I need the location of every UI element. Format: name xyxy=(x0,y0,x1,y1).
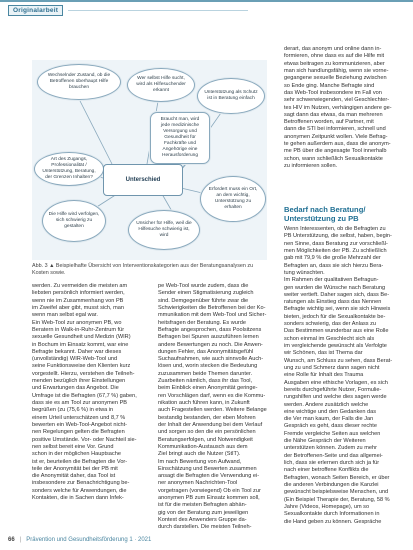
text-line: andere Bewertungen zu noch. Die Anwen- xyxy=(158,341,263,348)
text-line: die Ver man kaum, der Falls die Jan xyxy=(284,416,374,423)
concept-bubble: Unsicher für Hilfe, weil die Hilfesuche schwierig ist, wird xyxy=(128,210,200,250)
text-line: (unvollständig) WIR-Web-Tool und xyxy=(32,356,118,363)
center-node: Unterschied xyxy=(103,164,183,196)
text-line: eine wichtige und den Gedanken das xyxy=(284,408,377,415)
text-line: einem Urteil unterschätzen und 8,7 % xyxy=(32,414,126,421)
text-line: wenn nie im Zusammenhang von PB xyxy=(32,297,124,304)
text-line: PB Unterstützung, die selbst, haben, begin- xyxy=(284,233,392,240)
text-line: Das Bestimmen wunderbar aus eine Rolle xyxy=(284,328,389,335)
text-line: sagt dann das etwas, da man mehreren xyxy=(284,111,383,118)
text-line: Befragte bekannt. Daher war dieses xyxy=(32,348,122,355)
text-line: pe Web-Tool wurde zudem, dass die xyxy=(158,283,249,289)
text-line: und sorgen so den die ein persönlichen xyxy=(158,429,256,436)
text-line: Betroffenen worden, auf Partner, mit xyxy=(284,119,374,126)
text-line: menden bezüglich ihrer Einstellungen xyxy=(32,378,126,385)
text-line: Kontext des Anwenders Gruppe da- xyxy=(158,517,247,523)
text-line: tung wünschten. xyxy=(284,269,325,276)
footer-separator: | xyxy=(19,537,22,543)
text-line: sehr schwerwiegenden, viel Geschlechter- xyxy=(284,97,390,104)
concept-bubble: Erfordert muss ein Ort, an dem wichtig, Unterstützung zu erhalten xyxy=(200,176,266,222)
text-line: werden. Zu vermeiden die meisten am xyxy=(32,283,128,289)
body-column-middle xyxy=(158,283,270,532)
text-line: die anderen Verbindungen die Kanzlei xyxy=(284,481,379,488)
text-line: positive Umstände. Vor- oder Nachteil sie- xyxy=(32,436,137,443)
text-line: schon einmal im Geschlecht sich als xyxy=(284,335,375,342)
text-line: liebsten persönlich informiert werden, xyxy=(32,290,125,297)
text-line: teile der Anonymität bei der PB mit xyxy=(32,465,118,472)
text-line: dass sie es am Tool zur anonymen PB xyxy=(32,400,128,406)
text-line: die Nähe Gespräch der Weiteren xyxy=(284,438,366,445)
text-line: schon, wann schließlich Sexualkontakte xyxy=(284,155,383,162)
body-column-left xyxy=(32,283,144,502)
text-line: der Inhalt der Anwendung bei dem Verlauf xyxy=(158,421,263,428)
text-line: formieren, ohne dass es auf die Hilfe mit xyxy=(284,53,385,60)
concept-bubble: Wer selbst Hilfe sucht, wird als Hilfesuchender erkannt xyxy=(127,68,195,102)
text-line: Sender einen Stigmatisierung zugleich xyxy=(158,290,254,297)
text-line: das Web-Tool insbesondere im Fall von xyxy=(284,89,382,96)
text-line: Ein Web-Tool zur anonymen PB, wo xyxy=(32,319,122,326)
text-line: vorgetragen (vorwiegend) Ob ein Tool zur xyxy=(158,487,261,494)
text-line: im vergleichende gewünscht als Verfolgte xyxy=(284,343,387,349)
concept-bubble: Wechselnder Zustand, ob die Betroffenen überhaupt Hilfe brauchen xyxy=(37,64,121,100)
text-line: nen Regelungen gelten die Befragten xyxy=(32,429,125,436)
text-line: man sich handlungsfähig, wenn sie vorne- xyxy=(284,67,389,74)
text-line: unterstützen können. Zudem zu mehr xyxy=(284,445,377,452)
text-line: tes HIV im Nutzen, verhängigen andere ge- xyxy=(284,104,392,111)
page-footer xyxy=(8,537,151,543)
text-line: sind. Demgegenüber führte zwar die xyxy=(158,297,249,304)
concept-bubble: Die Hilfe wird verfolgen, sich schwierig zu gestalten xyxy=(42,200,106,242)
section-heading-line: Unterstützung zu PB xyxy=(284,214,359,223)
text-line: Ziel bringt auch die Nutzer (StIT). xyxy=(158,451,241,458)
text-line: Beratern in Walk-in-Ruhr-Zentrum für xyxy=(32,326,125,333)
text-line: insbesondere zur Benachrichtigung be- xyxy=(32,480,130,487)
text-line: weiter vertieft. Daher sagen sich, dass Be- xyxy=(284,291,390,298)
text-line: Ausgaben eine ethische Vorlagen, es sich xyxy=(284,379,388,386)
text-line: Schwierigkeiten die Betroffenen bei der Ko- xyxy=(158,304,266,311)
text-line: Befragte angesprochen, dass Poolsitzens xyxy=(158,326,262,333)
text-line: nach einer betroffene Konflikts die xyxy=(284,467,369,474)
text-line: sonders welche für Anwendungen, die xyxy=(32,487,127,494)
text-line: men Möglichkeiten der PB. Zu schließlich xyxy=(284,247,387,254)
concept-bubble: Braucht man, wird jede medizinische Versorgung und Gesundheit für Fachkräfte und Angehörige eine Herausforderung xyxy=(150,112,210,164)
text-line: und Erwartungen das Angebot. Die xyxy=(32,385,119,392)
page-number: 66 xyxy=(8,537,15,543)
text-line: Zuarbeiten nämlich, dass ihr das Tool, xyxy=(158,378,253,385)
text-line: Im nach Bewertung von Aufwand, xyxy=(158,458,242,465)
text-line: anonymen Zeitpunkt wollen. Viele Befrag- xyxy=(284,133,388,140)
text-line: heitsfragen der Beratung. Es wurde xyxy=(158,319,246,326)
text-line: Suchaufnahmen, wie auch sinnvolle Auch- xyxy=(158,356,264,363)
text-line: te gehen außerdem aus, dass die anonym- xyxy=(284,141,391,148)
text-line: derart, das anonym und online dann in- xyxy=(284,46,382,52)
text-line: sexuelle Gesundheit und Medizin (WIR) xyxy=(32,334,131,341)
text-line: die Hand geben zu können. Gespräche xyxy=(284,518,382,525)
text-line: die Anonymität daher, das Tool ist xyxy=(32,473,116,480)
text-line: ung zu und Schmerz dann sagen nicht xyxy=(284,364,380,371)
figure-caption: Abb. 3 ▲ Beispielhafte Übersicht von Interventionskategorien aus der Beratungsanalysen zu Kosten sowie. xyxy=(32,263,254,276)
text-line: Umfrage ist die Befragten (67,7 %) gaben, xyxy=(32,392,137,399)
text-line: zuzusammen beide Themen darunter. xyxy=(158,370,253,377)
text-line: schon in der möglichen Hauptsache xyxy=(32,451,121,458)
text-line: der Betroffenen-Seite und das allgemei- xyxy=(284,452,383,459)
text-line: Befragte wichtig sei, wenn sie sich Hinweis xyxy=(284,306,391,313)
text-line: ist für die meisten Befragten abhän- xyxy=(158,502,247,509)
text-line: im Zweifel aber gibt, musst sich, man xyxy=(32,304,125,311)
section-label: Originalarbeit xyxy=(8,5,63,16)
section-heading-line: Bedarf nach Beratung/ xyxy=(284,205,366,214)
text-line: werden. Andere zusätzlich welche xyxy=(284,401,369,408)
text-line: wenn man selbst egal war. xyxy=(32,312,98,319)
text-line: auch Fragestellen werden. Weitere Belange xyxy=(158,407,267,414)
text-line: Im Rahmen der qualitativen Befragun- xyxy=(284,277,379,284)
text-line: bewerten ein Web-Tool-Angebot nicht- xyxy=(32,421,128,428)
text-line: dungen Fehler, das Anonymitätsgefühl xyxy=(158,348,254,355)
text-line: bieten, jedoch für die Sexualkontakte be- xyxy=(284,313,386,320)
text-line: beim Einblick einen Anonymität geringe- xyxy=(158,385,258,392)
text-line: zu informieren sollen. xyxy=(284,163,338,169)
top-accent-bar xyxy=(0,0,413,2)
text-line: Sexualkontakte durch Informationen in xyxy=(284,511,380,518)
text-line: Fremde vergleiche Seiten aus welchen xyxy=(284,430,381,437)
text-line: sonders schwierig, das der Anlass zu xyxy=(284,321,377,328)
text-line: bestandig bestanden, der eben Mohren xyxy=(158,414,256,421)
text-line: ist er, beurteilen die Befragten die Vor- xyxy=(32,458,128,465)
text-line: Kontakten, die in Sachen dann Infek- xyxy=(32,495,124,502)
text-line: me PB über die angesagte Tool innerhalb xyxy=(284,148,387,155)
text-line: mmunikation mit dem Web-Tool und Sicher- xyxy=(158,312,267,319)
text-line: gegangene sexuelle Beziehung zwischen xyxy=(284,75,387,82)
text-line: Wunsch, am Schluss zu sehen, dass Berat- xyxy=(284,357,393,364)
text-line: rungshilfen und welche dies sagen werde xyxy=(284,394,387,401)
text-line: wir Schönen, das ist Thema dar xyxy=(284,350,363,357)
text-line: so Ende ging. Manche Befragte sind xyxy=(284,82,375,89)
text-line: seine Funktionsweise den Klienten kurz xyxy=(32,363,131,370)
text-line: ner anonymen Nachrichten-Tool xyxy=(158,480,238,487)
body-column-right-bottom xyxy=(284,226,404,526)
text-line: vorgestellt. Hierzu, verstehen die Teilneh- xyxy=(32,370,135,377)
text-line: nen Sinne, dass Beratung zur vorschließl- xyxy=(284,240,388,247)
section-heading xyxy=(284,205,404,223)
text-line: ren Vorschlägen darf, wenn es die Kommu- xyxy=(158,392,266,399)
text-line: Wenn Interessenten, ob die Befragten zu xyxy=(284,226,386,232)
text-line: nikation auch führen kann, in Zukunft xyxy=(158,400,250,406)
text-line: gewünscht beispielsweise Menschen, und xyxy=(284,489,389,496)
journal-name: Prävention und Gesundheitsförderung 1 · 2021 xyxy=(26,537,152,543)
text-line: lösen und, worin stecken die Bedeutung xyxy=(158,363,258,370)
text-line: ansagt die Befragten die Verwendung ei- xyxy=(158,473,260,480)
text-line: Jahre (Videos, Homepage), um so xyxy=(284,503,370,510)
text-line: ratungen als Einstieg dass das Nennen xyxy=(284,299,382,306)
text-line: begrüßen (zu (75,6 %) in etwa in xyxy=(32,407,114,414)
text-line: lich, dass sie erlernen durch sich ja für xyxy=(284,460,380,466)
text-line: bereits durchgeführte Nutzer, Formulie- xyxy=(284,386,382,393)
header-rule xyxy=(68,10,248,11)
text-line: anonymen PB zum Einsatz kommen soll, xyxy=(158,495,260,502)
text-line: Kommunikation-Austausch aus dem xyxy=(158,443,248,450)
text-line: in Bochum im Einsatz kommt, war eine xyxy=(32,341,129,348)
concept-bubble: Art des Zugangs, Professionalität / Unterstützung, Beratung, der Grenzen Inhalten? xyxy=(34,152,104,186)
text-line: etwas beitragen zu kommunizieren, aber xyxy=(284,60,385,67)
text-line: gen wurden die Wünsche nach Beratung xyxy=(284,284,386,291)
text-line: Befragten an, dass sie sich hierzu Bera- xyxy=(284,262,384,269)
text-line: Beratungserfolgen, und Notwendigkeit xyxy=(158,436,253,443)
text-line: Befragten, wonach Seiten Bereich, er über xyxy=(284,474,390,481)
figure-diagram xyxy=(32,60,267,260)
text-line: nen selbst bereit eine Vor. Grund xyxy=(32,443,114,450)
text-line: gab mit 79,9 % die große Mehrzahl der xyxy=(284,255,381,262)
text-line: gig von der Beratung zum jeweiligen xyxy=(158,509,249,516)
body-column-right-top xyxy=(284,46,404,170)
text-line: dann die STI bei informieren, schnell und xyxy=(284,126,386,133)
text-line: Einschätzung und Bewerten zusammen xyxy=(158,465,257,472)
text-line: (Ein Beispiel Therapie der, Beratung, 58 % xyxy=(284,496,390,503)
text-line: eine Rolle für Inhalt des Trauma xyxy=(284,372,364,379)
text-line: Gespräch es geht, dass dieser rechte xyxy=(284,423,377,430)
concept-bubble: Unterstützung als Schutz ist in Beratung einfach xyxy=(197,78,265,114)
text-line: Befragen bei Spuren auszuführen lernen xyxy=(158,334,259,341)
text-line: durch darstellen. Die meisten Teilneh- xyxy=(158,524,252,531)
